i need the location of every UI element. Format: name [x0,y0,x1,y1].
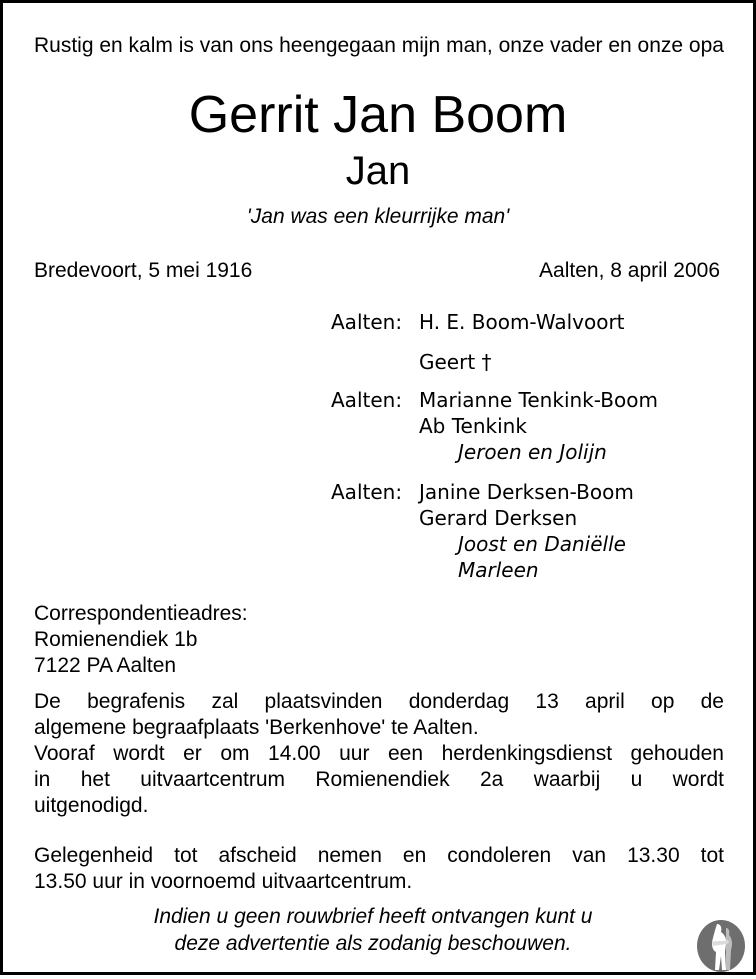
memorial-quote: 'Jan was een kleurrijke man' [246,205,510,228]
funeral-paragraph: De begrafenis zal plaatsvinden donderdag 13 april op de algemene begraafplaats 'Berkenhove' te Aalten. Vooraf wordt er om 14.00 uur een herdenkingsdienst gehouden in het uitvaartcentrum Romienendiek 2a waarbij u wordt uitgenodigd. [34,690,724,817]
embrace-figures-icon [695,918,747,974]
family-place: Aalten: [331,480,403,504]
correspondence-city: 7122 PA Aalten [34,654,177,677]
family-place: Aalten: [331,388,403,412]
birth-place-date: Bredevoort, 5 mei 1916 [34,259,253,282]
family-name: Janine Derksen-Boom [419,480,634,504]
deceased-nickname: Jan [345,149,411,193]
condolence-paragraph: Gelegenheid tot afscheid nemen en condoleren van 13.30 tot 13.50 uur in voornoemd uitvaartcentrum. [34,844,724,893]
obituary-card: Rustig en kalm is van ons heengegaan mijn man, onze vader en onze opa Gerrit Jan Boom Jan 'Jan was een kleurrijke man' Bredevoort, 5 mei 1916 Aalten, 8 april 2006 Aalten: H. E. Boom-Walvoort Geert † Aalten: Marianne Tenkink-Boom Ab Tenkink Jeroen en Jolijn Aalten: Janine Derksen-Boom Gerard Derksen Joost en Daniëlle Marleen Correspondentieadres: Romienendiek 1b 7122 PA Aalten De begrafenis zal plaatsvinden donderdag 13 april op de algemene begraafplaats 'Berkenhove' te Aalten. Vooraf wordt er om 14.00 uur een herdenkingsdienst gehouden in het uitvaartcentrum Romienendiek 2a waarbij u wordt uitgenodigd. Gelegenheid tot afscheid nemen en condoleren van 13.30 tot 13.50 uur in voornoemd uitvaartcentrum. Indien u geen rouwbrief heeft ontvangen kunt u deze advertentie als zodanig beschouwen. [0,0,756,975]
correspondence-address [34,601,248,679]
deceased-full-name: Gerrit Jan Boom [188,86,568,144]
family-name: H. E. Boom-Walvoort [419,310,625,334]
closing-note: Indien u geen rouwbrief heeft ontvangen kunt u deze advertentie als zodanig beschouwen. [153,905,593,955]
correspondence-street: Romienendiek 1b [34,628,198,651]
death-place-date: Aalten, 8 april 2006 [539,259,720,282]
family-place: Aalten: [331,310,403,334]
family-name: Geert † [419,350,492,374]
correspondence-label: Correspondentieadres: [34,602,248,625]
intro-text: Rustig en kalm is van ons heengegaan mijn man, onze vader en onze opa [34,34,724,57]
family-name: Marianne Tenkink-Boom [419,388,658,412]
